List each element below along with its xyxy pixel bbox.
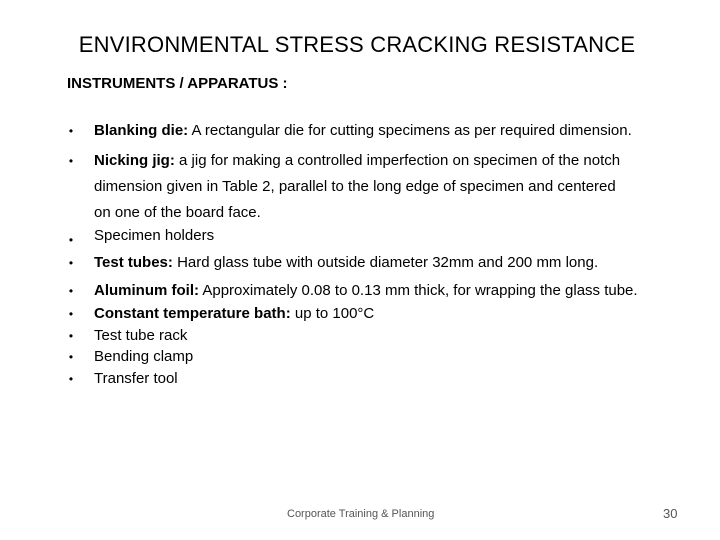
item-description: Hard glass tube with outside diameter 32mm and 200 mm long.: [177, 254, 599, 271]
item-description: Specimen holders: [94, 227, 215, 244]
item-term: Blanking die:: [94, 122, 189, 139]
page-number: 30: [663, 506, 678, 521]
item-description: a jig for making a controlled imperfection on specimen of the notch: [179, 152, 621, 169]
item-description: on one of the board face.: [94, 204, 261, 221]
bullet-icon: •: [68, 372, 74, 386]
item-description: A rectangular die for cutting specimens as per required dimension.: [191, 122, 632, 139]
item-description: Test tube rack: [94, 327, 188, 344]
bullet-icon: •: [68, 256, 74, 270]
item-term: Test tubes:: [94, 254, 173, 271]
section-heading: INSTRUMENTS / APPARATUS :: [67, 75, 288, 92]
item-description: Bending clamp: [94, 348, 194, 365]
item-term: Aluminum foil:: [94, 282, 199, 299]
bullet-icon: •: [68, 124, 74, 138]
footer-text: Corporate Training & Planning: [287, 508, 435, 520]
item-description: Transfer tool: [94, 370, 178, 387]
item-term: Nicking jig:: [94, 152, 175, 169]
bullet-icon: •: [68, 284, 74, 298]
item-description: dimension given in Table 2, parallel to the long edge of specimen and centered: [94, 178, 616, 195]
item-term: Constant temperature bath:: [94, 305, 291, 322]
bullet-icon: •: [68, 233, 74, 247]
bullet-icon: •: [68, 154, 74, 168]
bullet-icon: •: [68, 350, 74, 364]
item-description: up to 100°C: [294, 305, 375, 322]
item-description: Approximately 0.08 to 0.13 mm thick, for wrapping the glass tube.: [202, 282, 638, 299]
page-title: ENVIRONMENTAL STRESS CRACKING RESISTANCE: [78, 32, 636, 57]
bullet-icon: •: [68, 307, 74, 321]
bullet-icon: •: [68, 329, 74, 343]
